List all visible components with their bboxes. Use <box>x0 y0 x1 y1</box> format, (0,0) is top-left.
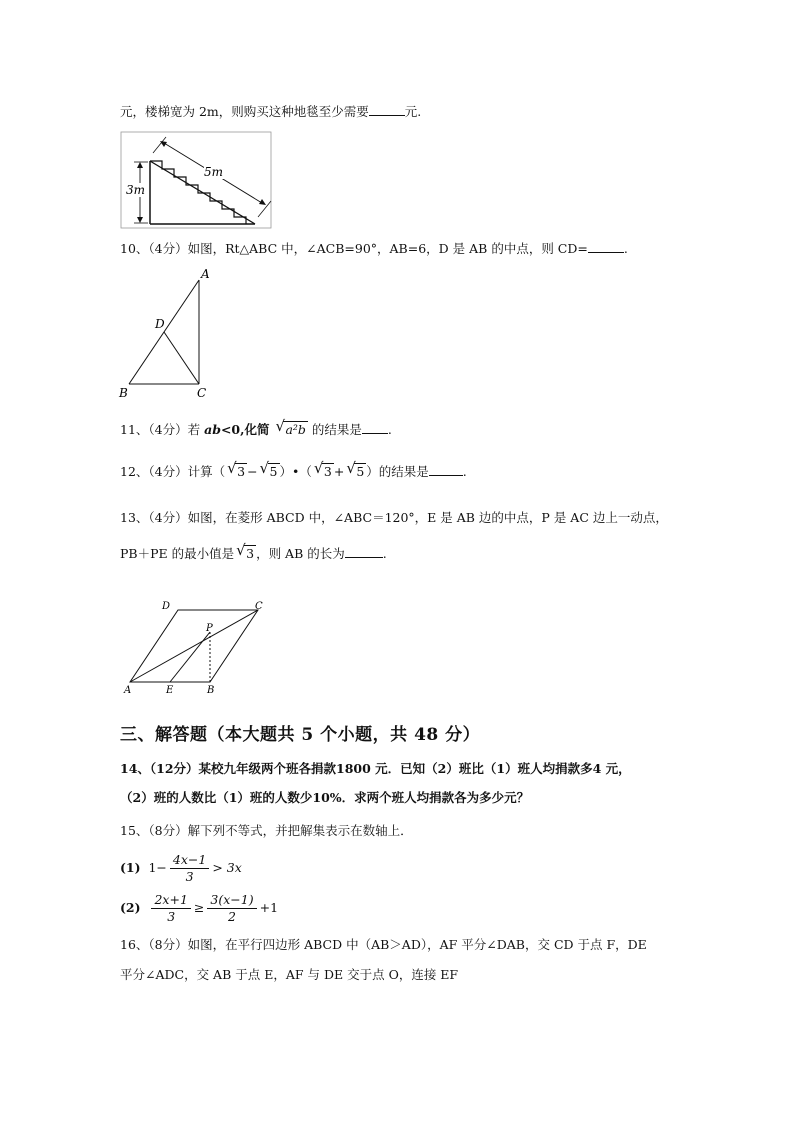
q15-part2-denominator-1: 3 <box>167 909 176 924</box>
q15-part1-fraction <box>170 852 209 885</box>
q14-line-2: （2）班的人数比（1）班的人数少10%．求两个班人均捐款各为多少元？ <box>120 790 530 805</box>
q12-answer-blank <box>429 463 463 476</box>
q11-end: . <box>387 422 392 437</box>
q15-part-1 <box>120 852 242 885</box>
q12-sqrt-1 <box>227 459 247 481</box>
q12-line <box>120 459 467 481</box>
q12-radicand-3: 3 <box>323 464 332 479</box>
q15-part2-post: +1 <box>259 900 279 915</box>
q12-radicand-4: 5 <box>356 464 365 479</box>
q16-line-1: 16、（8分）如图，在平行四边形 ABCD 中（AB＞AD），AF 平分∠DAB，交 CD 于点 F，DE <box>120 937 647 952</box>
radical-sign-icon: √ <box>259 459 270 477</box>
q12-minus: − <box>247 464 258 479</box>
staircase-figure <box>120 131 275 231</box>
vertex-c-label: C <box>255 601 263 612</box>
midpoint-d-label: D <box>155 317 165 331</box>
slant-label: 5m <box>204 165 224 179</box>
radical-sign-icon: √ <box>227 459 237 477</box>
q12-sqrt-2 <box>259 459 280 481</box>
q12-radicand-2: 5 <box>269 464 278 479</box>
q9-tail-line <box>120 103 421 121</box>
q15-part2-fraction-2 <box>207 892 256 925</box>
radical-sign-icon: √ <box>236 541 246 559</box>
q12-plus: + <box>333 464 345 479</box>
radical-sign-icon: √ <box>313 459 324 477</box>
q13-line2-post: ，则 AB 的长为 <box>256 546 345 561</box>
point-p-label: P <box>206 623 213 634</box>
q15-part1-label: (1) <box>120 860 141 875</box>
staircase-steps <box>150 161 246 224</box>
q11-prefix: 11、（4分）若 <box>120 422 201 437</box>
q10-answer-blank <box>588 240 624 253</box>
segment-pe <box>170 632 210 682</box>
q11-radicand: a²b <box>285 422 306 437</box>
q12-end: . <box>462 464 467 479</box>
staircase-frame <box>121 132 271 228</box>
q15-part2-fraction-1 <box>151 892 190 925</box>
vertex-d-label: D <box>162 601 171 612</box>
q15-part1-denominator: 3 <box>185 869 194 884</box>
section-3-heading: 三、解答题（本大题共 5 个小题，共 48 分） <box>120 725 481 745</box>
q10-end: . <box>623 241 628 256</box>
q13-answer-blank <box>345 545 383 558</box>
q13-line-2 <box>120 541 387 563</box>
vertex-a-label: A <box>124 685 132 696</box>
q15-part2-label: (2) <box>120 900 141 915</box>
radical-sign-icon: √ <box>275 417 286 435</box>
q11-condition-var: ab <box>204 422 221 437</box>
q12-sqrt-3 <box>313 459 334 481</box>
q9-tail-text: 元，楼梯宽为 2m，则购买这种地毯至少需要 <box>120 104 369 119</box>
q11-answer-blank <box>362 421 388 434</box>
rhombus-figure <box>118 598 278 698</box>
q15-part2-denominator-2: 2 <box>228 909 236 924</box>
q11-post: 的结果是 <box>311 422 362 437</box>
height-arrow-down <box>137 217 143 223</box>
q15-part1-numerator: 4x−1 <box>170 852 209 869</box>
height-label: 3m <box>126 183 146 197</box>
q13-line-1: 13、（4分）如图，在菱形 ABCD 中，∠ABC＝120°，E 是 AB 边的中点，P 是 AC 边上一动点， <box>120 510 668 525</box>
q16-line-2: 平分∠ADC，交 AB 于点 E，AF 与 DE 交于点 O，连接 EF <box>120 967 459 982</box>
median-cd <box>164 332 199 384</box>
q13-end: . <box>382 546 387 561</box>
diagonal-ac <box>130 610 258 682</box>
q11-condition: <0,化简 <box>220 422 270 437</box>
vertex-c-label: C <box>197 386 207 400</box>
q15-line: 15、（8分）解下列不等式，并把解集表示在数轴上． <box>120 823 413 838</box>
vertex-b-label: B <box>207 685 215 696</box>
q10-line <box>120 240 628 258</box>
q10-text: 10、（4分）如图，Rt△ABC 中，∠ACB=90°，AB=6，D 是 AB 的中点，则 CD= <box>120 241 588 256</box>
q13-line2-pre: PB＋PE 的最小值是 <box>120 546 235 561</box>
radical-sign-icon: √ <box>346 459 356 477</box>
height-arrow-up <box>137 162 143 168</box>
q15-part-2 <box>120 892 278 925</box>
q12-sqrt-4 <box>346 459 366 481</box>
right-triangle-figure <box>115 266 215 401</box>
vertex-a-label: A <box>201 267 210 281</box>
q15-part2-geq: ≥ <box>193 900 205 915</box>
q13-radicand: 3 <box>246 546 255 561</box>
point-e-label: E <box>166 685 174 696</box>
q11-sqrt <box>275 417 307 439</box>
q15-part1-pre: 1− <box>148 860 167 875</box>
q9-tail-end: 元. <box>404 104 422 119</box>
q12-prefix: 12、（4分）计算（ <box>120 464 226 479</box>
q12-post: ）的结果是 <box>366 464 429 479</box>
vertex-b-label: B <box>119 386 128 400</box>
q12-radicand-1: 3 <box>237 464 246 479</box>
q11-line <box>120 417 392 439</box>
q14-line-1: 14、（12分）某校九年级两个班各捐款1800 元．已知（2）班比（1）班人均捐款多4 元， <box>120 761 631 776</box>
q15-part1-post: > 3x <box>212 860 242 875</box>
q12-mid: ）•（ <box>279 464 312 479</box>
q15-part2-numerator-2: 3(x−1) <box>207 892 256 909</box>
q9-answer-blank <box>369 103 405 116</box>
q13-sqrt <box>236 541 256 563</box>
q15-part2-numerator-1: 2x+1 <box>151 892 190 909</box>
